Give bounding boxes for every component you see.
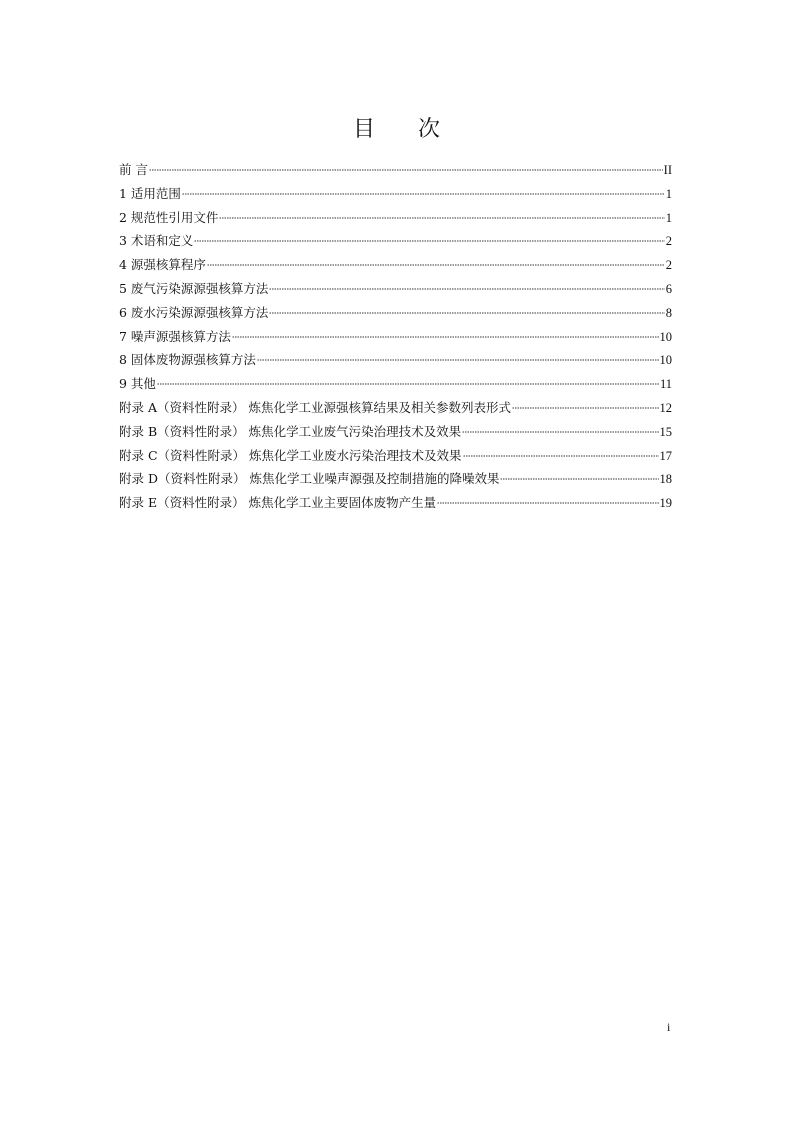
dot-leader [207,264,665,266]
dot-leader [182,193,665,195]
toc-entry-label: 前 言 [119,162,148,177]
dot-leader [269,312,664,314]
dot-leader [157,383,659,385]
table-of-contents [119,158,672,515]
dot-leader [149,169,663,171]
toc-entry-appendix-e[interactable] [119,491,672,515]
toc-entry-label: 附录 A（资料性附录） 炼焦化学工业源强核算结果及相关参数列表形式 [119,399,511,415]
toc-entry-5[interactable] [119,277,672,301]
toc-entry-page: 15 [659,424,672,439]
toc-entry-page: 2 [665,258,672,273]
toc-entry-label: 5 废气污染源源强核算方法 [119,280,269,296]
toc-entry-page: 10 [659,329,672,344]
toc-entry-7[interactable] [119,325,672,349]
toc-entry-page: 19 [659,496,672,511]
toc-entry-8[interactable] [119,348,672,372]
toc-entry-appendix-c[interactable] [119,444,672,468]
toc-entry-appendix-b[interactable] [119,420,672,444]
toc-entry-9[interactable] [119,372,672,396]
toc-entry-page: 12 [659,400,672,415]
toc-entry-label: 1 适用范围 [119,185,181,201]
toc-entry-label: 2 规范性引用文件 [119,209,219,225]
dot-leader [269,288,664,290]
toc-entry-page: II [663,163,672,177]
toc-entry-label: 附录 C（资料性附录） 炼焦化学工业废水污染治理技术及效果 [119,447,462,463]
toc-entry-appendix-d[interactable] [119,467,672,491]
toc-entry-foreword[interactable] [119,158,672,182]
toc-entry-4[interactable] [119,253,672,277]
toc-entry-page: 1 [665,210,672,225]
toc-entry-page: 17 [659,448,672,463]
dot-leader [194,240,664,242]
dot-leader [437,502,658,504]
toc-entry-label: 9 其他 [119,376,156,392]
dot-leader [232,336,659,338]
dot-leader [463,455,659,457]
toc-entry-page: 6 [665,281,672,296]
toc-entry-appendix-a[interactable] [119,396,672,420]
dot-leader [462,431,658,433]
toc-entry-page: 8 [665,305,672,320]
toc-entry-label: 7 噪声源强核算方法 [119,328,231,344]
toc-entry-3[interactable] [119,229,672,253]
toc-entry-page: 2 [665,234,672,249]
dot-leader [512,407,659,409]
toc-entry-6[interactable] [119,301,672,325]
page-title: 目 次 [353,117,458,142]
toc-entry-page: 18 [659,472,672,487]
dot-leader [257,359,659,361]
toc-entry-page: 10 [659,353,672,368]
toc-entry-label: 附录 B（资料性附录） 炼焦化学工业废气污染治理技术及效果 [119,423,462,439]
toc-entry-label: 8 固体废物源强核算方法 [119,352,256,368]
toc-entry-label: 3 术语和定义 [119,233,194,249]
toc-entry-page: 1 [665,186,672,201]
toc-entry-label: 附录 E（资料性附录） 炼焦化学工业主要固体废物产生量 [119,495,437,511]
toc-entry-label: 附录 D（资料性附录） 炼焦化学工业噪声源强及控制措施的降噪效果 [119,471,500,487]
dot-leader [219,217,664,219]
dot-leader [500,478,658,480]
toc-entry-1[interactable] [119,182,672,206]
toc-entry-2[interactable] [119,206,672,230]
page-number: i [667,1020,671,1034]
toc-entry-label: 6 废水污染源源强核算方法 [119,304,269,320]
toc-entry-label: 4 源强核算程序 [119,257,206,273]
toc-entry-page: 11 [659,377,672,392]
